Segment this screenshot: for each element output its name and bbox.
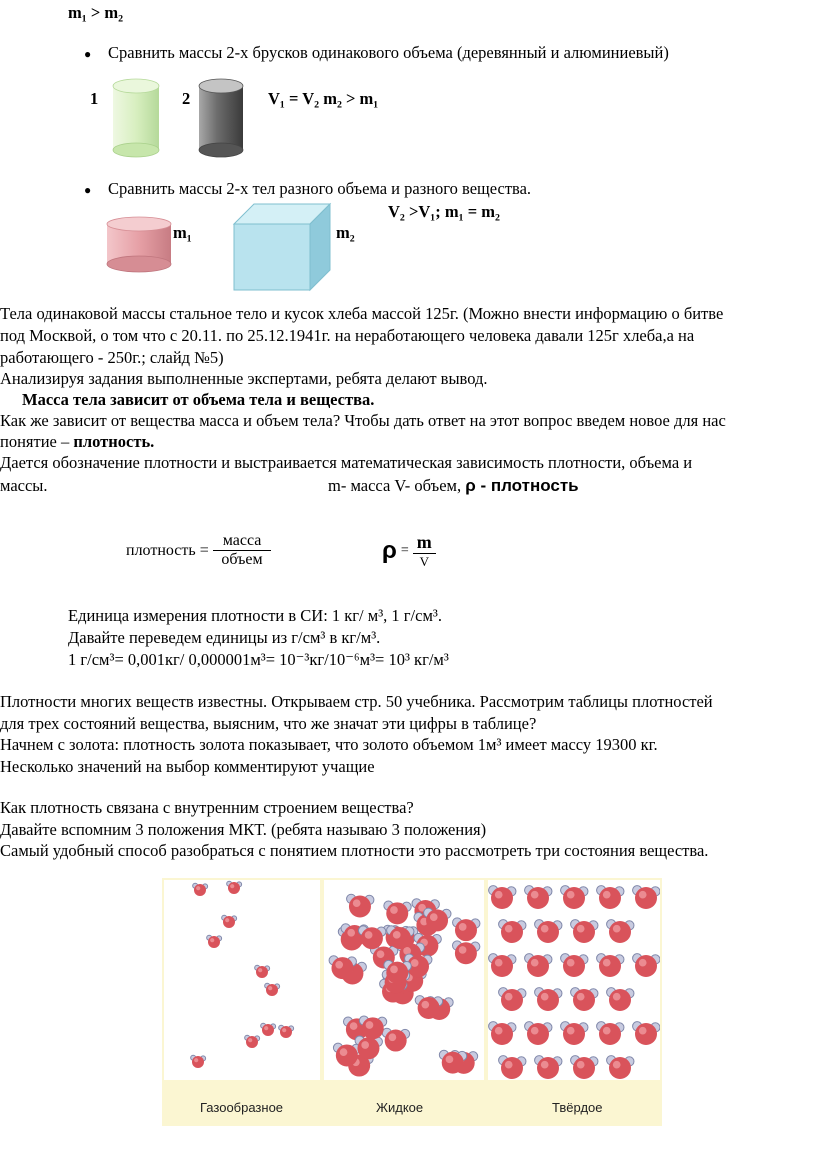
water-molecule [535,1056,562,1079]
water-molecule [489,1022,516,1045]
gas-caption: Газообразное [200,1100,284,1115]
para3-line1: Дается обозначение плотности и выстраивается математическая зависимость плотности, объема и [0,453,693,472]
bullet-dot: ● [84,47,92,61]
symbols-text: m- масса V- объем, [328,476,466,495]
water-molecule [499,1056,526,1079]
water-molecule [597,954,624,977]
water-molecule [453,918,480,941]
water-molecule [561,886,588,909]
water-molecule [607,920,634,943]
para4-line: для трех состояний вещества, выясним, что же значат эти цифры в таблице? [0,714,537,733]
label-m2: m₂ [336,223,355,242]
bullet1-text: Сравнить массы 2-х брусков одинакового объема (деревянный и алюминиевый) [108,43,669,62]
water-molecule [193,883,208,896]
formula-eq: = [199,541,209,559]
water-molecule [607,1056,634,1079]
label-m1: m₁ [173,223,192,242]
symbol-eq: = [400,543,409,558]
rho-density: ρ - плотность [465,476,579,495]
para1-line: под Москвой, о том что с 20.11. по 25.12.1941г. на неработающего человека давали 125г хлеба,а на [0,326,695,345]
para1-line: работающего - 250г.; слайд №5) [0,348,224,367]
density-term: плотность. [73,432,155,451]
water-molecule [207,935,222,948]
bullet2-formula: V₂ >V₁; m₁ = m₂ [388,202,500,221]
cylinder-label-2: 2 [182,89,191,108]
solid-molecules [488,880,660,1080]
water-molecule [633,1022,660,1045]
symbol-den: V [419,554,429,569]
formula-lhs: плотность [126,541,196,559]
gray-cylinder [198,78,244,158]
water-molecule [607,988,634,1011]
water-molecule [571,1056,598,1079]
para4-line: Начнем с золота: плотность золота показывает, что золото объемом 1м³ имеет массу 19300 кг. [0,735,658,754]
bullet2-text: Сравнить массы 2-х тел разного объема и разного вещества. [108,179,532,198]
water-molecule [571,920,598,943]
water-molecule [382,1028,409,1051]
water-molecule [261,1023,276,1036]
water-molecule [525,954,552,977]
cylinder-label-1: 1 [90,89,99,108]
solid-panel [488,880,660,1080]
water-molecule [499,988,526,1011]
para5-line: Давайте вспомним 3 положения МКТ. (ребята называю 3 положения) [0,820,487,839]
water-molecule [245,1035,260,1048]
water-molecule [489,954,516,977]
solid-caption: Твёрдое [552,1100,603,1115]
blue-cube [232,202,332,292]
formula-den: объем [221,551,263,568]
water-molecule [561,1022,588,1045]
rho-symbol: ρ [382,537,397,564]
water-molecule [633,886,660,909]
green-cylinder [112,78,160,158]
water-molecule [525,886,552,909]
bullet-dot: ● [84,183,92,197]
water-molecule [255,965,270,978]
gas-panel [164,880,320,1080]
units-line3: 1 г/см³= 0,001кг/ 0,000001м³= 10⁻³кг/10⁻⁶м³= 10³ кг/м³ [68,650,449,669]
units-line2: Давайте переведем единицы из г/см³ в кг/м³. [68,628,381,647]
para1-line: Тела одинаковой массы стальное тело и кусок хлеба массой 125г. (Можно внести информацию о битве [0,304,724,323]
water-molecule [452,941,479,964]
liquid-panel [324,880,484,1080]
water-molecule [525,1022,552,1045]
water-molecule [384,901,411,924]
water-molecule [227,881,242,894]
para4-line: Несколько значений на выбор комментируют учащие [0,757,375,776]
water-molecule [597,1022,624,1045]
water-molecule [633,954,660,977]
water-molecule [535,988,562,1011]
water-molecule [535,920,562,943]
liquid-caption: Жидкое [376,1100,424,1115]
states-figure [162,878,662,1126]
pink-cylinder [106,216,172,274]
water-molecule [279,1025,294,1038]
water-molecule [347,894,374,917]
para1-line: Анализируя задания выполненные экспертами, ребята делают вывод. [0,369,488,388]
liquid-molecules [324,880,484,1080]
formula-num: масса [213,532,272,551]
para5-line: Как плотность связана с внутренним строением вещества? [0,798,414,817]
water-molecule [191,1055,206,1068]
para2-line2 [0,431,154,452]
water-molecule [571,988,598,1011]
para3-masses: массы. [0,476,48,495]
para5-line: Самый удобный способ разобраться с понятием плотности это рассмотреть три состояния вещества. [0,841,709,860]
water-molecule [265,983,280,996]
top-relation: m₁ > m₂ [68,3,124,22]
para2-prefix: понятие – [0,432,74,451]
para2-line1: Как же зависит от вещества масса и объем тела? Чтобы дать ответ на этот вопрос введем новое для нас [0,411,726,430]
bullet1-formula: V₁ = V₂ m₂ > m₁ [268,89,379,108]
units-line1: Единица измерения плотности в СИ: 1 кг/ м³, 1 г/см³. [68,606,442,625]
water-molecule [222,915,237,928]
conclusion: Масса тела зависит от объема тела и вещества. [22,390,375,409]
water-molecule [561,954,588,977]
word-formula [126,532,271,569]
water-molecule [358,926,385,949]
gas-molecules [164,880,320,1080]
water-molecule [489,886,516,909]
symbol-formula [382,532,436,570]
symbol-num: m [413,532,436,554]
water-molecule [499,920,526,943]
water-molecule [597,886,624,909]
para4-line: Плотности многих веществ известны. Открываем стр. 50 учебника. Рассмотрим таблицы плотностей [0,692,713,711]
para3-symbols [328,475,579,496]
